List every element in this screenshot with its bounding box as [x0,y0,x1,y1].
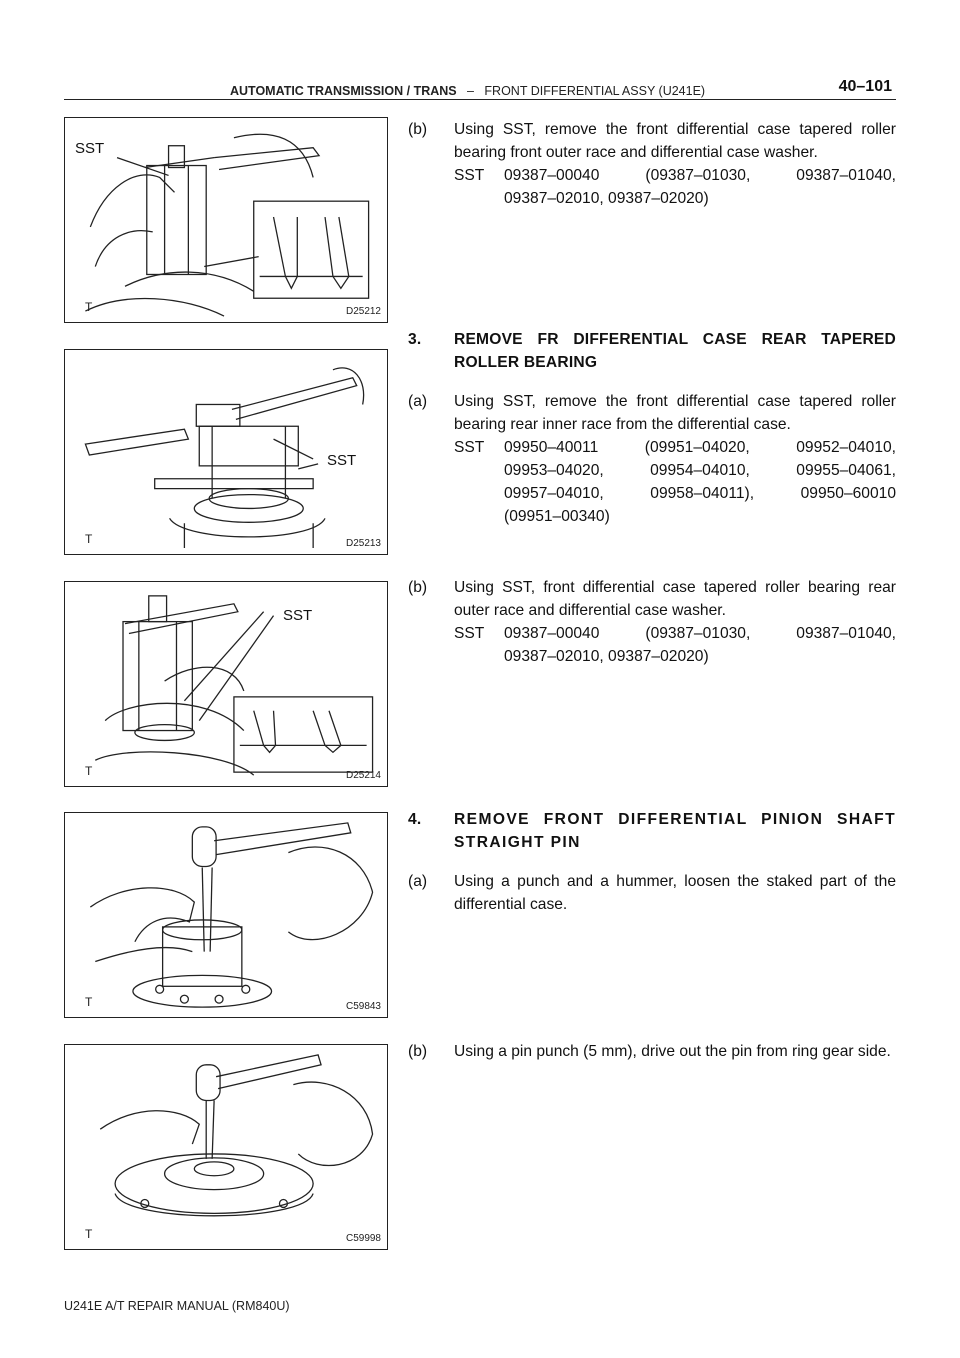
procedure-step [408,808,896,854]
figure-t-mark: T [85,532,93,546]
item-text: Using SST, front differential case tapered roller bearing rear outer race and differential case washer. [454,579,896,619]
item-text: Using SST, remove the front differential case tapered roller bearing front outer race and differential case washer. [454,121,896,161]
item-label: (a) [408,393,428,410]
sst-part-numbers [454,164,896,210]
sst-line: 09950–40011 (09951–04020, 09952–04010, [504,439,896,456]
figure-d25213 [64,349,388,555]
figure-t-mark: T [85,764,93,778]
sst-line: 09957–04010, 09958–04011), 09950–60010 [504,485,896,502]
item-label: (b) [408,1043,428,1060]
outer-race-puller-illustration [65,582,387,786]
step-title: REMOVE FR DIFFERENTIAL CASE REAR TAPERED ROLLER BEARING [454,331,896,371]
procedure-item [408,576,896,668]
header-section: AUTOMATIC TRANSMISSION / TRANS [230,84,457,98]
sst-part-numbers [454,436,896,528]
sst-key: SST [454,167,485,184]
page-number: 40–101 [838,78,892,95]
procedure-item [408,118,896,210]
sst-line: (09951–00340) [504,508,610,525]
procedure-item [408,390,896,528]
figure-t-mark: T [85,300,93,314]
page-header [64,78,896,100]
item-text: Using a punch and a hummer, loosen the staked part of the differential case. [454,873,896,913]
item-label: (b) [408,579,428,596]
figure-t-mark: T [85,1227,93,1241]
sst-line: 09387–00040 (09387–01030, 09387–01040, [504,167,896,184]
pin-punch-illustration [65,1045,387,1249]
figure-c59843 [64,812,388,1018]
step-number: 3. [408,331,422,348]
figure-code: C59843 [345,1001,381,1012]
header-separator: – [467,84,474,98]
figure-c59998 [64,1044,388,1250]
sst-key: SST [454,439,485,456]
punch-hammer-illustration [65,813,387,1017]
figure-code: D25214 [345,770,381,781]
figure-code: D25212 [345,306,381,317]
procedure-step [408,328,896,374]
item-label: (a) [408,873,428,890]
figure-label-sst: SST [283,607,313,624]
sst-key: SST [454,625,485,642]
item-label: (b) [408,121,428,138]
procedure-item [408,870,896,916]
header-title [230,84,705,98]
header-rule [64,99,896,100]
figure-t-mark: T [85,995,93,1009]
procedure-item [408,1040,896,1063]
figure-label-sst: SST [75,140,105,157]
item-text: Using SST, remove the front differential case tapered roller bearing rear inner race from the differential case. [454,393,896,433]
sst-line: 09387–02010, 09387–02020) [504,190,709,207]
sst-line: 09387–00040 (09387–01030, 09387–01040, [504,625,896,642]
page-footer: U241E A/T REPAIR MANUAL (RM840U) [64,1299,290,1313]
sst-line: 09953–04020, 09954–04010, 09955–04061, [504,462,896,479]
sst-part-numbers [454,622,896,668]
sst-line: 09387–02010, 09387–02020) [504,648,709,665]
figure-label-sst: SST [327,452,357,469]
step-number: 4. [408,811,422,828]
step-title: REMOVE FRONT DIFFERENTIAL PINION SHAFT STRAIGHT PIN [454,811,896,851]
header-subsection: FRONT DIFFERENTIAL ASSY (U241E) [484,84,706,98]
puller-illustration [65,118,387,322]
figure-d25212 [64,117,388,323]
figure-code: D25213 [345,538,381,549]
item-text: Using a pin punch (5 mm), drive out the pin from ring gear side. [454,1043,891,1060]
figure-code: C59998 [345,1233,381,1244]
figure-d25214 [64,581,388,787]
